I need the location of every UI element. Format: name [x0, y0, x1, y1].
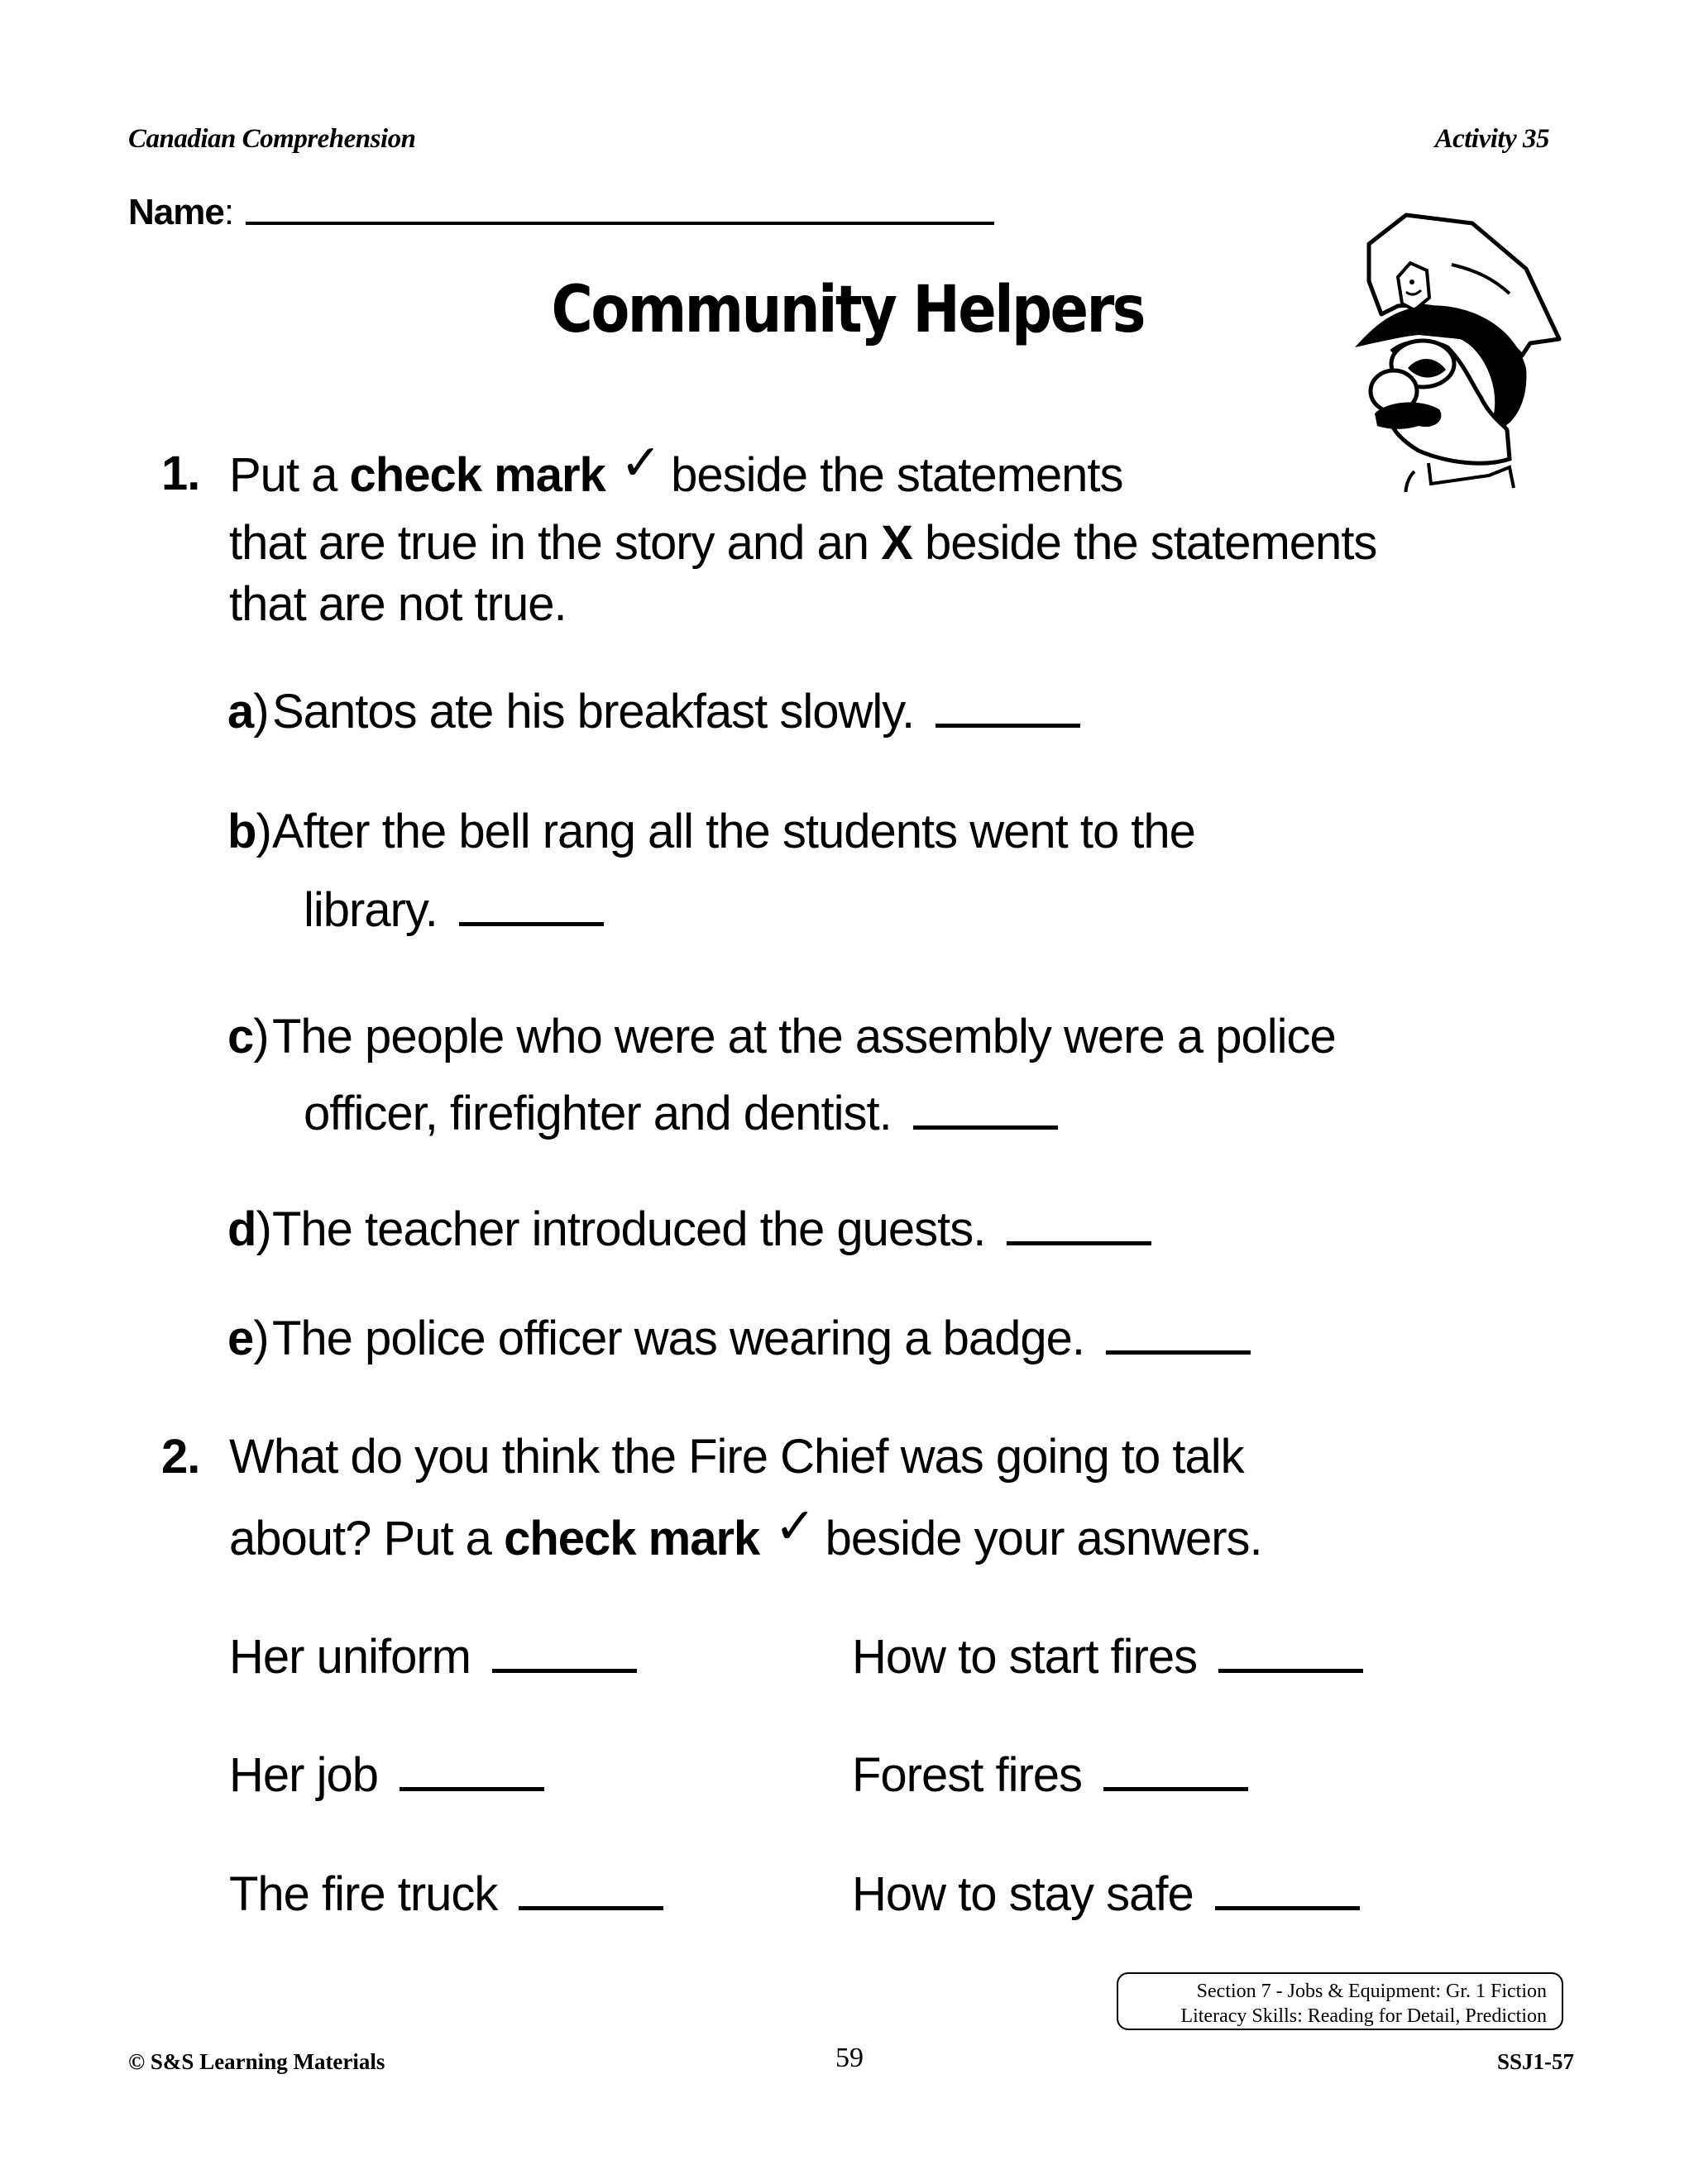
q1-text: beside the statements — [912, 516, 1377, 570]
name-input-line[interactable] — [246, 222, 994, 225]
series-title: Canadian Comprehension — [128, 124, 416, 154]
q1-item-d — [227, 1202, 1151, 1256]
option-label: How to stay safe — [852, 1867, 1194, 1921]
item-letter: d) — [227, 1202, 271, 1256]
item-text: The people who were at the assembly were a police — [272, 1010, 1336, 1063]
x-mark-bold: X — [881, 516, 912, 570]
question-2-line-2 — [229, 1498, 1262, 1565]
item-text: library. — [304, 883, 438, 937]
page-number: 59 — [835, 2043, 864, 2073]
q2-option-fire-truck — [229, 1867, 663, 1921]
option-label: How to start fires — [852, 1630, 1198, 1684]
option-label: Forest fires — [852, 1748, 1083, 1802]
answer-blank-start-fires[interactable] — [1218, 1669, 1363, 1673]
q2-text: about? Put a — [229, 1512, 505, 1565]
answer-blank-forest-fires[interactable] — [1103, 1787, 1248, 1791]
q1-item-b-cont — [304, 883, 604, 937]
q1-item-c — [227, 1010, 1336, 1063]
question-1-number: 1. — [161, 447, 200, 500]
item-text: Santos ate his breakfast slowly. — [272, 685, 915, 738]
answer-blank-d[interactable] — [1007, 1241, 1151, 1245]
answer-blank-fire-truck[interactable] — [519, 1906, 663, 1910]
name-label: Name — [128, 192, 224, 232]
info-line-1: Section 7 - Jobs & Equipment: Gr. 1 Fiction — [1196, 1981, 1547, 2002]
answer-blank-c[interactable] — [913, 1125, 1058, 1130]
answer-blank-her-job[interactable] — [400, 1787, 544, 1791]
item-text: The teacher introduced the guests. — [272, 1202, 986, 1256]
answer-blank-her-uniform[interactable] — [492, 1669, 637, 1673]
item-text: The police officer was wearing a badge. — [272, 1312, 1084, 1365]
question-1-line-1 — [229, 434, 1123, 502]
q1-text: beside the statements — [671, 448, 1123, 502]
q1-item-b — [227, 805, 1195, 858]
police-officer-icon — [1315, 178, 1563, 492]
q2-option-forest-fires — [852, 1748, 1248, 1802]
option-label: Her job — [229, 1748, 378, 1802]
q2-option-her-job — [229, 1748, 544, 1802]
q1-check-mark-bold: check mark — [349, 448, 605, 502]
product-code: SSJ1-57 — [1496, 2049, 1574, 2074]
q2-check-mark-bold: check mark — [504, 1512, 760, 1565]
q2-option-her-uniform — [229, 1630, 637, 1684]
check-mark-icon: ✓ — [620, 434, 662, 492]
q1-item-a — [227, 685, 1080, 738]
q2-text: beside your asnwers. — [825, 1512, 1262, 1565]
question-1-line-3: that are not true. — [229, 577, 567, 631]
item-text: officer, firefighter and dentist. — [304, 1087, 892, 1140]
q1-item-c-cont — [304, 1087, 1058, 1140]
q1-text: that are true in the story and an — [229, 516, 882, 570]
info-line-2: Literacy Skills: Reading for Detail, Prediction — [1180, 2005, 1547, 2027]
activity-number: Activity 35 — [1434, 124, 1549, 154]
item-letter: a) — [227, 685, 269, 738]
name-row — [128, 192, 994, 233]
page-title: Community Helpers — [551, 273, 1144, 347]
question-2-line-1: What do you think the Fire Chief was going to talk — [229, 1430, 1244, 1484]
curriculum-info-box — [1117, 1972, 1563, 2030]
q1-item-e — [227, 1312, 1251, 1365]
item-letter: e) — [227, 1312, 269, 1365]
question-1-line-2 — [229, 516, 1377, 570]
question-2-number: 2. — [161, 1430, 200, 1484]
item-letter: c) — [227, 1010, 269, 1063]
option-label: Her uniform — [229, 1630, 471, 1684]
check-mark-icon: ✓ — [774, 1498, 816, 1556]
answer-blank-stay-safe[interactable] — [1215, 1906, 1360, 1910]
option-label: The fire truck — [229, 1867, 498, 1921]
item-text: After the bell rang all the students went to the — [272, 805, 1195, 858]
copyright: © S&S Learning Materials — [128, 2049, 385, 2074]
answer-blank-a[interactable] — [936, 724, 1080, 728]
q2-option-start-fires — [852, 1630, 1363, 1684]
answer-blank-b[interactable] — [459, 922, 604, 926]
item-letter: b) — [227, 805, 271, 858]
answer-blank-e[interactable] — [1106, 1350, 1251, 1355]
name-colon: : — [223, 192, 235, 232]
q2-option-stay-safe — [852, 1867, 1360, 1921]
q1-text: Put a — [229, 448, 350, 502]
